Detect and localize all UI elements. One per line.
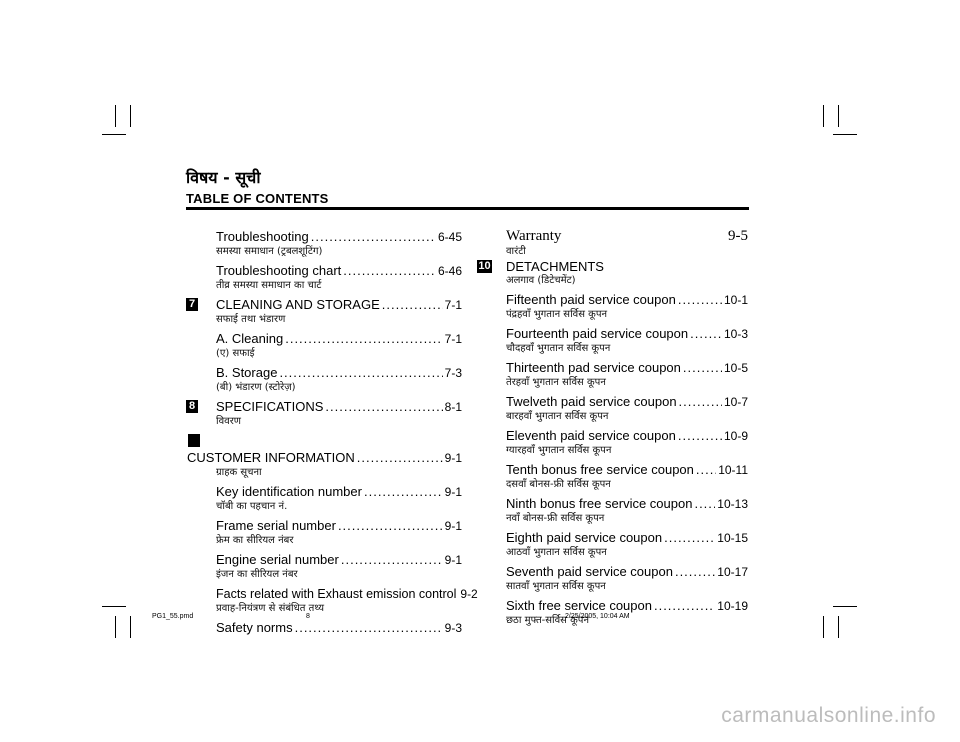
toc-entry[interactable] [506,462,748,491]
toc-entry[interactable] [216,484,462,513]
toc-entry-title: Troubleshooting chart [216,263,342,278]
toc-entry-subtitle: चौदहवाँ भुगतान सर्विस कूपन [506,343,611,354]
toc-entry[interactable] [506,360,748,389]
crop-mark [130,105,131,127]
toc-left-column [187,229,478,636]
toc-entry-title: Fourteenth paid service coupon [506,326,689,341]
toc-entry-page: 10-13 [717,497,748,511]
dot-leader [341,552,443,567]
crop-mark [838,105,839,127]
toc-entry-title: Safety norms [216,620,293,635]
toc-entry-title: Facts related with Exhaust emission control [216,587,457,601]
toc-entry-page: 10-11 [718,463,748,477]
toc-entry-warranty[interactable] [506,228,748,258]
chapter-badge: 10 [478,260,491,272]
toc-entry[interactable] [506,564,748,593]
toc-entry-title: B. Storage [216,365,278,380]
toc-entry-subtitle: सफाई तथा भंडारण [216,314,286,325]
toc-entry-page: 10-1 [723,293,748,307]
toc-entry-subtitle: बारहवाँ भुगतान सर्विस कूपन [506,411,609,422]
toc-entry-page: 10-3 [723,327,748,341]
toc-entry[interactable] [187,434,462,479]
toc-entry[interactable] [188,297,462,326]
toc-entry[interactable] [188,399,462,428]
toc-entry-page: 9-1 [444,485,462,499]
toc-entry-subtitle: इंजन का सीरियल नंबर [216,569,298,580]
toc-entry-subtitle: फ्रेम का सीरियल नंबर [216,535,294,546]
toc-entry-title: Key identification number [216,484,362,499]
toc-entry-page: 10-7 [723,395,748,409]
crop-mark [102,134,126,135]
toc-entry-subtitle: वारंटी [506,246,526,257]
toc-entry-page: 9-2 [460,587,478,601]
toc-entry[interactable] [506,530,748,559]
toc-entry-title: A. Cleaning [216,331,284,346]
toc-entry-title: Frame serial number [216,518,336,533]
toc-entry-title: Eighth paid service coupon [506,530,663,545]
toc-entry-subtitle: अलगाव (डिटेचमेंट) [506,275,576,286]
toc-entry-page: 10-17 [717,565,748,579]
dot-leader [664,530,715,545]
toc-entry-title: Eleventh paid service coupon [506,428,676,443]
crop-mark [115,616,116,638]
toc-entry-subtitle: प्रवाह-नियंत्रण से संबंधित तथ्य [216,603,325,614]
toc-entry-page: 7-1 [444,298,462,312]
toc-entry-subtitle: (बी) भंडारण (स्टोरेज़) [216,382,296,393]
toc-entry-page: 10-19 [717,599,748,613]
page-title-hindi: विषय - सूची [186,168,261,187]
toc-entry[interactable] [216,586,478,615]
crop-mark [833,606,857,607]
toc-entry-title: Ninth bonus free service coupon [506,496,693,511]
crop-mark [823,616,824,638]
toc-entry-subtitle: पंद्रहवाँ भुगतान सर्विस कूपन [506,309,608,320]
crop-mark [130,616,131,638]
dot-leader [295,620,443,635]
toc-entry-title: Thirteenth pad service coupon [506,360,681,375]
dot-leader [675,564,715,579]
crop-mark [838,616,839,638]
watermark: carmanualsonline.info [721,704,936,727]
page-title: TABLE OF CONTENTS [186,191,329,206]
toc-entry-title: Twelveth paid service coupon [506,394,677,409]
toc-entry[interactable] [506,326,748,355]
toc-entry-page: 9-5 [728,228,748,244]
toc-entry-subtitle: ग्यारहवाँ भुगतान सर्विस कूपन [506,445,612,456]
crop-mark [115,105,116,127]
dot-leader [364,484,443,499]
toc-entry-page: 7-3 [444,366,462,380]
dot-leader [311,229,436,244]
toc-entry-page: 10-15 [717,531,748,545]
dot-leader [279,365,442,380]
dot-leader [683,360,722,375]
title-rule [186,207,749,210]
chapter-badge: 9 [188,434,200,447]
toc-entry[interactable] [216,552,462,581]
toc-entry[interactable] [216,229,462,258]
dot-leader [654,598,715,613]
toc-entry-subtitle: सातवाँ भुगतान सर्विस कूपन [506,581,606,592]
toc-entry[interactable] [216,331,462,360]
toc-entry-page: 7-1 [444,332,462,346]
toc-right-column [478,228,748,632]
crop-mark [102,606,126,607]
toc-entry-subtitle: विवरण [216,416,242,427]
crop-mark [833,134,857,135]
toc-entry-page: 9-1 [444,519,462,533]
toc-entry-subtitle: आठवाँ भुगतान सर्विस कूपन [506,547,607,558]
toc-entry[interactable] [506,428,748,457]
dot-leader [343,263,436,278]
toc-entry-title: CUSTOMER INFORMATION [187,450,355,465]
toc-entry-page: 10-5 [723,361,748,375]
toc-entry-page: 6-45 [437,230,462,244]
toc-entry-title: Engine serial number [216,552,339,567]
chapter-badge: 7 [186,298,198,311]
toc-entry-page: 6-46 [437,264,462,278]
footer-file: PG1_55.pmd [152,613,194,620]
toc-entry-title: Sixth free service coupon [506,598,652,613]
dot-leader [285,331,442,346]
toc-entry-subtitle: तेरहवाँ भुगतान सर्विस कूपन [506,377,606,388]
toc-entry-title: Seventh paid service coupon [506,564,673,579]
dot-leader [696,462,716,477]
toc-entry[interactable] [478,259,748,287]
toc-entry-subtitle: ग्राहक सूचना [216,467,262,478]
toc-entry-subtitle: नवाँ बोनस-फ्री सर्विस कूपन [506,513,605,524]
crop-mark [823,105,824,127]
toc-entry[interactable] [506,496,748,525]
toc-entry-title: SPECIFICATIONS [216,399,324,414]
toc-entry-page: 9-3 [444,621,462,635]
toc-entry-title: Troubleshooting [216,229,309,244]
dot-leader [357,450,443,465]
toc-entry-title: Warranty [506,228,562,244]
footer-date: 2/25/2005, 10:04 AM [565,613,630,620]
toc-entry[interactable] [506,292,748,321]
dot-leader [382,297,443,312]
dot-leader [694,496,715,511]
toc-entry-subtitle: तीव्र समस्या समाधान का चार्ट [216,280,322,291]
footer-page: 8 [306,613,310,620]
toc-entry-title: CLEANING AND STORAGE [216,297,380,312]
toc-entry-subtitle: समस्या समाधान (ट्रबलशूटिंग) [216,246,323,257]
toc-entry[interactable] [506,394,748,423]
dot-leader [679,394,722,409]
toc-entry-page: 9-1 [444,553,462,567]
toc-entry[interactable] [216,518,462,547]
toc-entry-subtitle: (ए) सफाई [216,348,255,359]
dot-leader [690,326,722,341]
dot-leader [338,518,443,533]
toc-entry-subtitle: छठा मुफ्त-सर्विस कूपन [506,615,590,626]
chapter-badge: 8 [186,400,198,413]
toc-entry[interactable] [216,263,462,292]
toc-entry-title: Tenth bonus free service coupon [506,462,694,477]
toc-entry-page: 8-1 [444,400,462,414]
toc-entry[interactable] [216,620,462,636]
toc-entry[interactable] [216,365,462,394]
toc-entry-subtitle: दसवाँ बोनस-फ्री सर्विस कूपन [506,479,611,490]
dot-leader [325,399,442,414]
toc-entry-title: DETACHMENTS [506,259,604,274]
toc-entry-subtitle: चॉबी का पहचान नं. [216,501,288,512]
toc-entry-page: 10-9 [723,429,748,443]
dot-leader [678,292,722,307]
toc-entry-title: Fifteenth paid service coupon [506,292,676,307]
toc-entry-page: 9-1 [444,451,462,465]
dot-leader [678,428,722,443]
